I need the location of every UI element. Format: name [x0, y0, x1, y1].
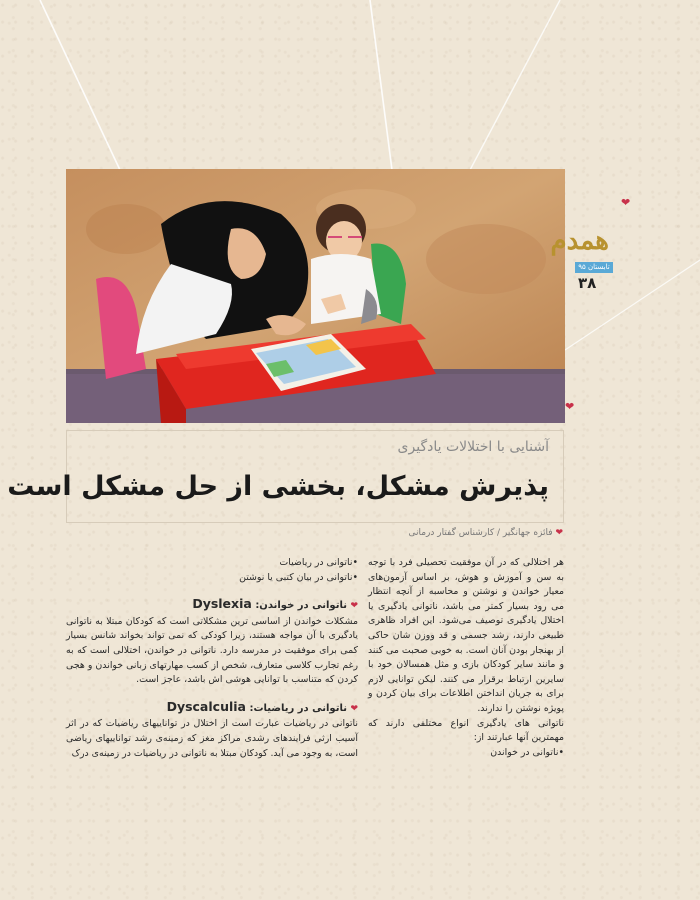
- heart-icon: ❤: [621, 196, 631, 209]
- dyscalculia-text: ناتوانی در ریاضیات عبارت است از اختلال در تواناییهای ریاضیات که در اثر آسیب ارثی فرایندهای رشدی مراکز مغز که زمینه‌ی رشد تواناییهای ریاضی است، به وجود می آید. کودکان مبتلا به ناتوانی در ریاضیات در زمینه‌ی درک: [66, 718, 358, 759]
- types-intro: ناتوانی های یادگیری انواع مختلفی دارند که مهمترین آنها عبارتند از:: [368, 717, 564, 744]
- title-box: [7, 430, 564, 523]
- dyslexia-heading: [66, 597, 358, 614]
- right-column: [368, 556, 564, 760]
- list-item: •ناتوانی در خواندن: [490, 746, 564, 758]
- magazine-brand: همدم: [550, 226, 609, 256]
- dyscalculia-heading-fa: ناتوانی در ریاضیات:: [249, 702, 347, 714]
- teacher-reading-with-child-photo: [66, 169, 565, 423]
- dyscalculia-heading-en: Dyscalculia: [166, 698, 246, 714]
- heart-icon: ❤: [555, 528, 563, 538]
- page-number: ۳۸: [578, 274, 597, 292]
- dyscalculia-heading: [66, 700, 358, 717]
- list-item: •ناتوانی در ریاضیات: [279, 557, 358, 568]
- dyslexia-heading-fa: ناتوانی در خواندن:: [255, 600, 347, 612]
- issue-date-badge: تابستان ۹۵: [575, 262, 613, 273]
- dyslexia-text: مشکلات خواندن از اساسی ترین مشکلاتی است که کودکان مبتلا به ناتوانی یادگیری با آن مواجه هستند، زیرا کودکی که نمی تواند بخواند شانس بسیار کمی برای موفقیت در مدرسه دارد. ناتوانی در خواندن، اختلالی است که به رغم تجارب کلاسی متعارف، شخص از کسب مهارتهای زبانی خواندن و هجی کردن که متناسب با توانایی هوشی اش باشد، عاجز است.: [66, 615, 358, 686]
- dyslexia-heading-en: Dyslexia: [192, 596, 252, 612]
- left-column: [66, 556, 358, 761]
- byline-text: فائزه جهانگیر / کارشناس گفتار درمانی: [408, 528, 553, 538]
- article-kicker: آشنایی با اختلالات یادگیری: [397, 439, 549, 455]
- article-photo: [66, 169, 565, 423]
- article-headline: پذیرش مشکل، بخشی از حل مشکل است: [7, 471, 549, 502]
- list-item: •ناتوانی در بیان کتبی یا نوشتن: [239, 571, 358, 583]
- heart-icon: ❤: [565, 400, 575, 413]
- heart-icon: ❤: [350, 601, 358, 612]
- article-byline: [408, 528, 563, 538]
- intro-paragraph: هر اختلالی که در آن موفقیت تحصیلی فرد با توجه به سن و آموزش و هوش، بر اساس آزمون‌های معیار خواندن و نوشتن و محاسبه از آنچه انتظار می رود بسیار کمتر می باشد، ناتوانی یادگیری یا اختلال یادگیری توصیف می‌شود. این افراد ظاهری طبیعی دارند، رشد جسمی و قد ووزن شان حاکی از بهنجار بودن آنان است. به خوبی صحبت می کنند و مانند سایر کودکان بازی و مثل همسالان خود با سایرین ارتباط برقرار می کنند. لیکن توانایی لازم برای به جریان انداختن اطلاعات برای بیان کردن و پویژه نوشتن را ندارند.: [368, 557, 564, 714]
- heart-icon: ❤: [350, 703, 358, 714]
